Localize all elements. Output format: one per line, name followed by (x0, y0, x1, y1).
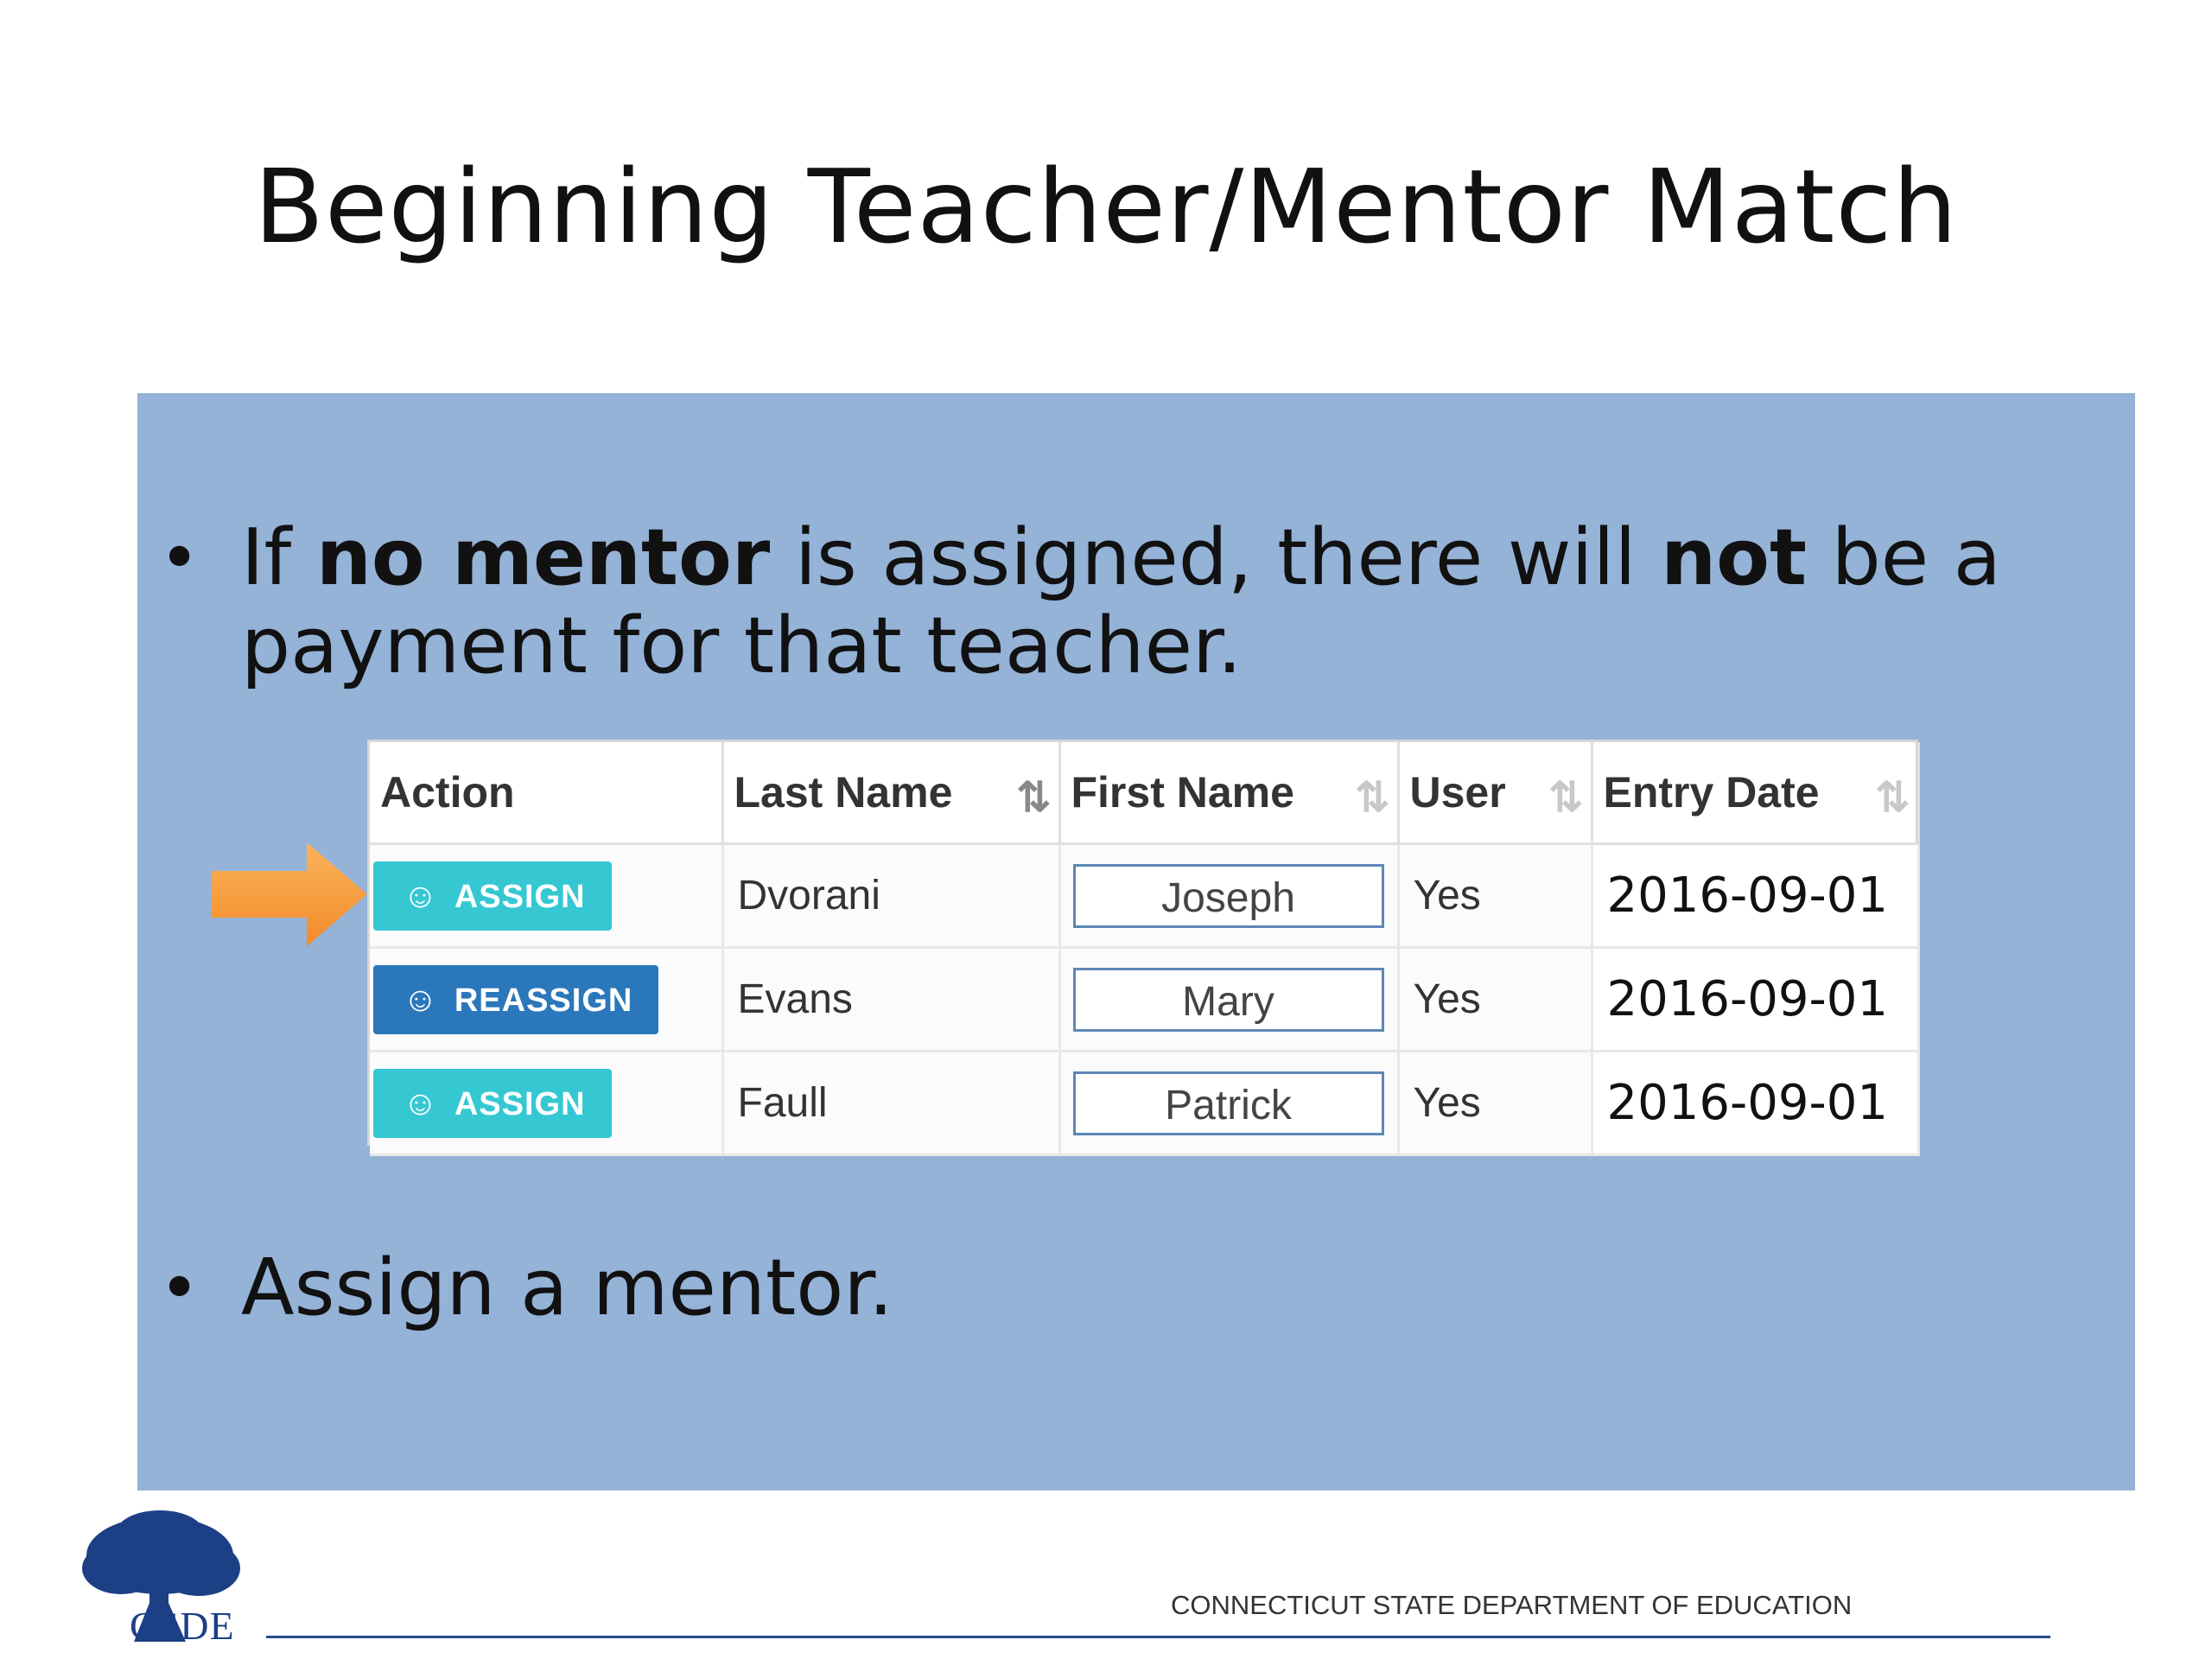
bullet-dot: • (159, 1248, 200, 1328)
table-row (370, 844, 1918, 948)
header-label: User (1409, 768, 1506, 817)
action-cell (370, 948, 722, 1052)
footer-divider (266, 1636, 2050, 1638)
user-cell: Yes (1398, 948, 1592, 1052)
first-name-cell (1059, 844, 1398, 948)
button-label: ASSIGN (454, 878, 586, 915)
assign-button[interactable] (373, 1069, 612, 1138)
entry-date-cell: 2016-09-01 (1592, 1052, 1918, 1155)
right-arrow-icon (207, 842, 372, 946)
table-header-row (370, 742, 1918, 844)
header-label: Last Name (734, 768, 953, 817)
first-name-cell (1059, 948, 1398, 1052)
bullet-text: Assign a mentor. (241, 1243, 893, 1333)
assign-button[interactable] (373, 861, 612, 931)
first-name-field[interactable]: Joseph (1073, 864, 1384, 928)
table-row (370, 948, 1918, 1052)
header-label: Entry Date (1603, 768, 1820, 817)
action-cell (370, 844, 722, 948)
first-name-field[interactable]: Patrick (1073, 1071, 1384, 1135)
bullet-dot: • (159, 518, 200, 598)
header-last-name[interactable] (722, 742, 1059, 844)
logo-text: CSDE (130, 1604, 235, 1648)
first-name-cell (1059, 1052, 1398, 1155)
header-entry-date[interactable] (1592, 742, 1918, 844)
last-name-cell: Evans (722, 948, 1059, 1052)
bullet-text (241, 514, 2125, 690)
button-label: REASSIGN (454, 982, 633, 1019)
bullet-bold-not: not (1661, 512, 1808, 603)
user-icon: ☺ (403, 980, 439, 1019)
sort-icon[interactable]: ⇅ (1548, 775, 1575, 821)
reassign-button[interactable] (373, 965, 658, 1034)
action-cell (370, 1052, 722, 1155)
header-user[interactable] (1398, 742, 1592, 844)
header-action (370, 742, 722, 844)
slide-title: Beginning Teacher/Mentor Match (254, 147, 1958, 266)
last-name-cell: Faull (722, 1052, 1059, 1155)
header-label: Action (380, 768, 515, 817)
bullet-text-part: is assigned, there will (770, 512, 1662, 603)
sort-icon[interactable]: ⇅ (1355, 775, 1382, 821)
footer-org-name: CONNECTICUT STATE DEPARTMENT OF EDUCATION (1171, 1590, 1853, 1620)
sort-icon[interactable]: ⇅ (1875, 775, 1902, 821)
bullet-bold-no-mentor: no mentor (315, 512, 771, 603)
sort-icon[interactable]: ⇅ (1016, 775, 1043, 821)
user-cell: Yes (1398, 844, 1592, 948)
user-icon: ☺ (403, 876, 439, 915)
entry-date-cell: 2016-09-01 (1592, 948, 1918, 1052)
user-cell: Yes (1398, 1052, 1592, 1155)
bullet-text-part: be a payment for that teacher. (241, 512, 2001, 691)
header-label: First Name (1071, 768, 1294, 817)
teacher-table (367, 740, 1918, 1146)
button-label: ASSIGN (454, 1085, 586, 1122)
table-row (370, 1052, 1918, 1155)
bullet-text-part: If (241, 512, 316, 603)
entry-date-cell: 2016-09-01 (1592, 844, 1918, 948)
first-name-field[interactable]: Mary (1073, 968, 1384, 1032)
user-icon: ☺ (403, 1084, 439, 1122)
header-first-name[interactable] (1059, 742, 1398, 844)
last-name-cell: Dvorani (722, 844, 1059, 948)
